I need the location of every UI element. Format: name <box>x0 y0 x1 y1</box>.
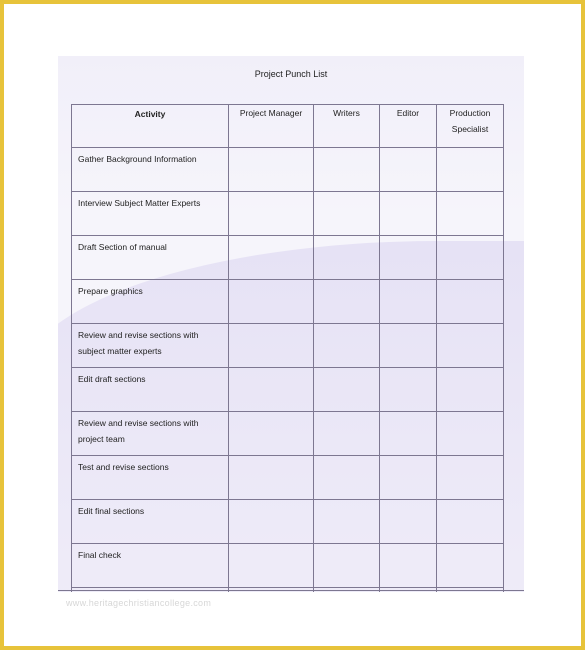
column-header-activity: Activity <box>72 105 229 148</box>
activity-cell: Review and revise sections with subject matter experts <box>72 324 229 368</box>
project-manager-cell[interactable] <box>229 412 314 456</box>
project-manager-cell[interactable] <box>229 456 314 500</box>
activity-cell: Final check <box>72 544 229 588</box>
column-header-editor: Editor <box>380 105 437 148</box>
production-specialist-cell[interactable] <box>437 368 504 412</box>
activity-cell: Draft Section of manual <box>72 236 229 280</box>
project-manager-cell[interactable] <box>229 280 314 324</box>
editor-cell[interactable] <box>380 236 437 280</box>
production-specialist-cell[interactable] <box>437 148 504 192</box>
table-row <box>72 192 504 236</box>
production-specialist-cell[interactable] <box>437 280 504 324</box>
editor-cell[interactable] <box>380 500 437 544</box>
project-manager-cell[interactable] <box>229 148 314 192</box>
activity-cell: Edit final sections <box>72 500 229 544</box>
document-title: Project Punch List <box>254 69 328 79</box>
writers-cell[interactable] <box>314 456 380 500</box>
editor-cell[interactable] <box>380 192 437 236</box>
project-manager-cell[interactable] <box>229 500 314 544</box>
table-row <box>72 544 504 588</box>
table-body <box>72 148 504 593</box>
writers-cell[interactable] <box>314 236 380 280</box>
column-header-project-manager: Project Manager <box>229 105 314 148</box>
production-specialist-cell[interactable] <box>437 500 504 544</box>
editor-cell[interactable] <box>380 324 437 368</box>
project-manager-cell[interactable] <box>229 324 314 368</box>
table-row <box>72 500 504 544</box>
writers-cell[interactable] <box>314 148 380 192</box>
footer-rule <box>58 590 524 591</box>
project-manager-cell[interactable] <box>229 192 314 236</box>
activity-cell: Prepare graphics <box>72 280 229 324</box>
production-specialist-cell[interactable] <box>437 324 504 368</box>
editor-cell[interactable] <box>380 456 437 500</box>
activity-cell: Interview Subject Matter Experts <box>72 192 229 236</box>
production-specialist-label: Production Specialist <box>449 108 491 134</box>
activity-cell: Test and revise sections <box>72 456 229 500</box>
activity-cell: Edit draft sections <box>72 368 229 412</box>
editor-cell[interactable] <box>380 544 437 588</box>
project-manager-cell[interactable] <box>229 368 314 412</box>
watermark-text: www.heritagechristiancollege.com <box>66 598 212 608</box>
editor-cell[interactable] <box>380 148 437 192</box>
production-specialist-cell[interactable] <box>437 192 504 236</box>
table-row <box>72 324 504 368</box>
activity-cell: Review and revise sections with project team <box>72 412 229 456</box>
column-header-production-specialist <box>437 105 504 148</box>
writers-cell[interactable] <box>314 280 380 324</box>
writers-cell[interactable] <box>314 500 380 544</box>
activity-cell: Gather Background Information <box>72 148 229 192</box>
table-row <box>72 148 504 192</box>
punch-list-table <box>71 104 504 592</box>
table-header-row <box>72 105 504 148</box>
table-row <box>72 456 504 500</box>
writers-cell[interactable] <box>314 368 380 412</box>
table-row <box>72 236 504 280</box>
production-specialist-cell[interactable] <box>437 544 504 588</box>
editor-cell[interactable] <box>380 412 437 456</box>
table-row <box>72 368 504 412</box>
writers-cell[interactable] <box>314 544 380 588</box>
production-specialist-cell[interactable] <box>437 236 504 280</box>
writers-cell[interactable] <box>314 324 380 368</box>
column-header-writers: Writers <box>314 105 380 148</box>
production-specialist-cell[interactable] <box>437 456 504 500</box>
table-row <box>72 280 504 324</box>
editor-cell[interactable] <box>380 280 437 324</box>
writers-cell[interactable] <box>314 412 380 456</box>
production-specialist-cell[interactable] <box>437 412 504 456</box>
project-manager-cell[interactable] <box>229 544 314 588</box>
document-page <box>58 56 524 592</box>
project-manager-cell[interactable] <box>229 236 314 280</box>
writers-cell[interactable] <box>314 192 380 236</box>
editor-cell[interactable] <box>380 368 437 412</box>
table-row <box>72 412 504 456</box>
